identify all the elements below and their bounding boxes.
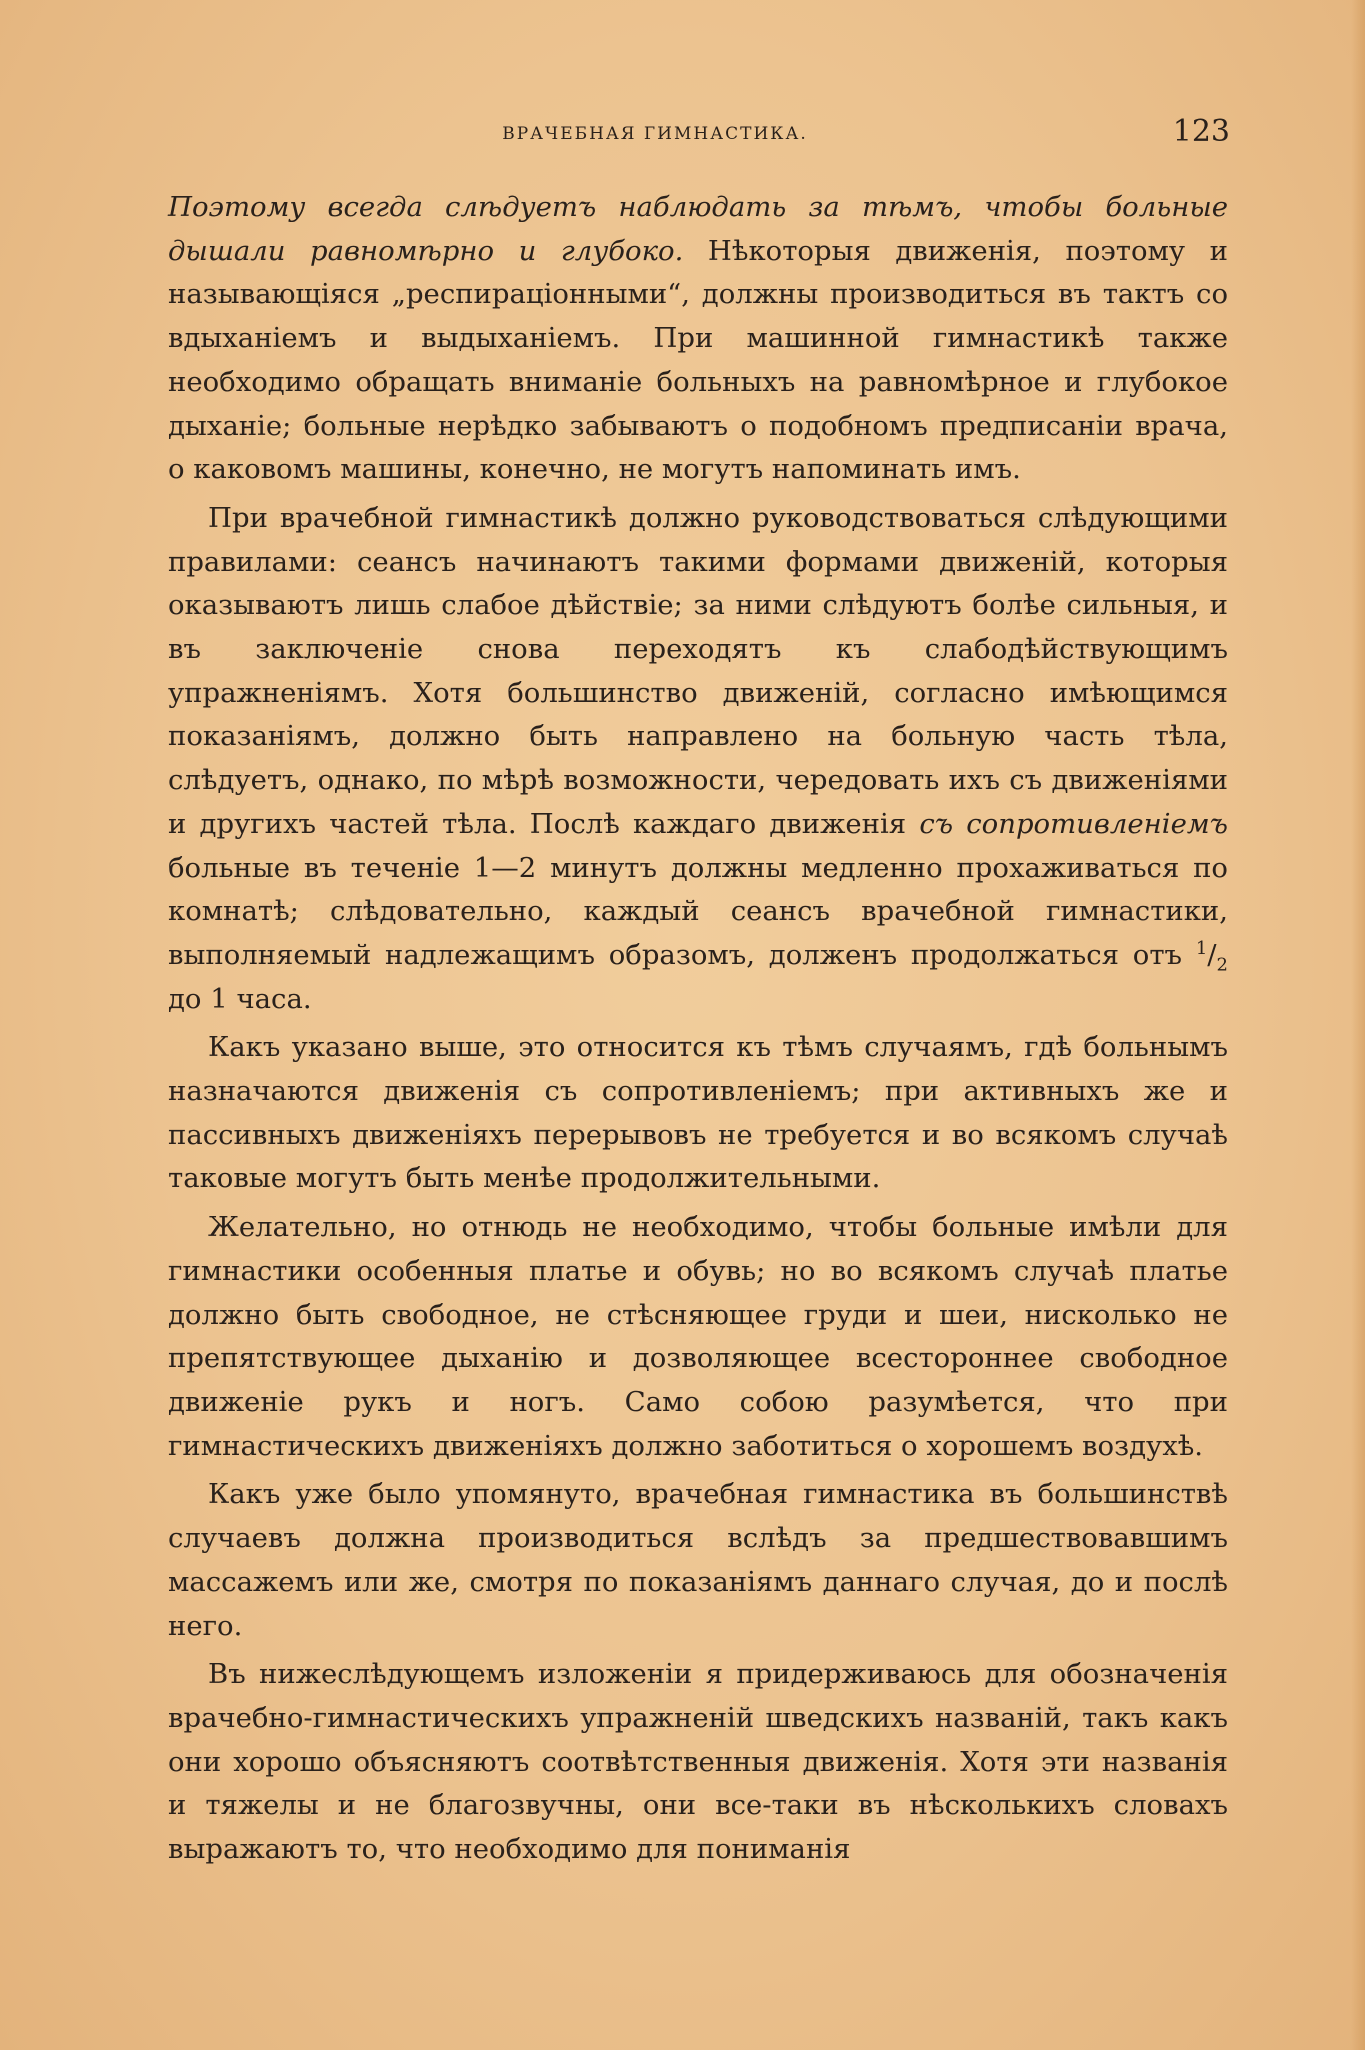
paragraph-2-italic: съ сопротивленіемъ <box>919 807 1228 840</box>
paragraph-4: Желательно, но отнюдь не необходимо, чтобы больные имѣли для гимнастики особенныя платье и обувь; но во всякомъ случаѣ платье должно быть свободное, не стѣсняющее груди и шеи, нисколько не препятствующее дыханію и дозволяющее всестороннее свободное движеніе рукъ и ногъ. Само собою разумѣется, что при гимнастическихъ движеніяхъ должно заботиться о хорошемъ воздухѣ. <box>168 1211 1228 1462</box>
running-title: ВРАЧЕБНАЯ ГИМНАСТИКА. <box>502 124 808 144</box>
italic-lead: Поэтому всегда слѣдуетъ наблюдать за тѣмъ, чтобы больные дышали равномѣрно и глубоко. <box>168 191 1228 267</box>
page-header <box>170 112 1230 158</box>
paragraph-2-text-before: При врачебной гимнастикѣ должно руководствоваться слѣдующими правилами: сеансъ начинаютъ такими формами движеній, которыя оказываютъ лишь слабое дѣйствіе; за ними слѣдуютъ болѣе сильныя, и въ заключеніе снова переходятъ къ слабодѣйствующимъ упражненіямъ. Хотя большинство движеній, согласно имѣющимся показаніямъ, должно быть направлено на больную часть тѣла, слѣдуетъ, однако, по мѣрѣ возможности, чередовать ихъ съ движеніями и другихъ частей тѣла. Послѣ каждаго движенія <box>168 501 1228 840</box>
paragraph-2-text-after: больные въ теченіе 1—2 минутъ должны медленно прохаживаться по комнатѣ; слѣдовательно, каждый сеансъ врачебной гимнастики, выполняемый надлежащимъ образомъ, долженъ продолжаться отъ <box>168 851 1228 971</box>
paragraph-2-text-end: до 1 часа. <box>168 982 312 1015</box>
paragraph-6: Въ нижеслѣдующемъ изложеніи я придерживаюсь для обозначенія врачебно-гимнастическихъ упражненій шведскихъ названій, такъ какъ они хорошо объясняютъ соотвѣтственныя движенія. Хотя эти названія и тяжелы и не благозвучны, они все-таки въ нѣсколькихъ словахъ выражаютъ то, что необходимо для пониманія <box>168 1658 1228 1866</box>
fraction-denominator: 2 <box>1216 954 1228 976</box>
page-number: 123 <box>1172 114 1230 149</box>
paragraph-3: Какъ указано выше, это относится къ тѣмъ случаямъ, гдѣ больнымъ назначаются движенія съ сопротивленіемъ; при активныхъ же и пассивныхъ движеніяхъ перерывовъ не требуется и во всякомъ случаѣ таковые могутъ быть менѣе продолжительными. <box>168 1031 1228 1195</box>
page-edge <box>1351 0 1365 2050</box>
paragraph-2 <box>168 497 1228 1021</box>
paragraph-1 <box>168 186 1228 492</box>
body-text <box>168 186 1228 1872</box>
paragraph-5: Какъ уже было упомянуто, врачебная гимнастика въ большинствѣ случаевъ должна производиться вслѣдъ за предшествовавшимъ массажемъ или же, смотря по показаніямъ даннаго случая, до и послѣ него. <box>168 1478 1228 1642</box>
paragraph-1-text: Нѣкоторыя движенія, поэтому и называющіяся „респираціонными“, должны производиться въ тактъ со вдыханіемъ и выдыханіемъ. При машинной гимнастикѣ также необходимо обращать вниманіе больныхъ на равномѣрное и глубокое дыханіе; больные нерѣдко забываютъ о подобномъ предписаніи врача, о каковомъ машины, конечно, не могутъ напоминать имъ. <box>168 234 1228 486</box>
fraction: $^1/_2$ <box>1195 937 1228 976</box>
fraction-numerator: 1 <box>1195 937 1208 959</box>
